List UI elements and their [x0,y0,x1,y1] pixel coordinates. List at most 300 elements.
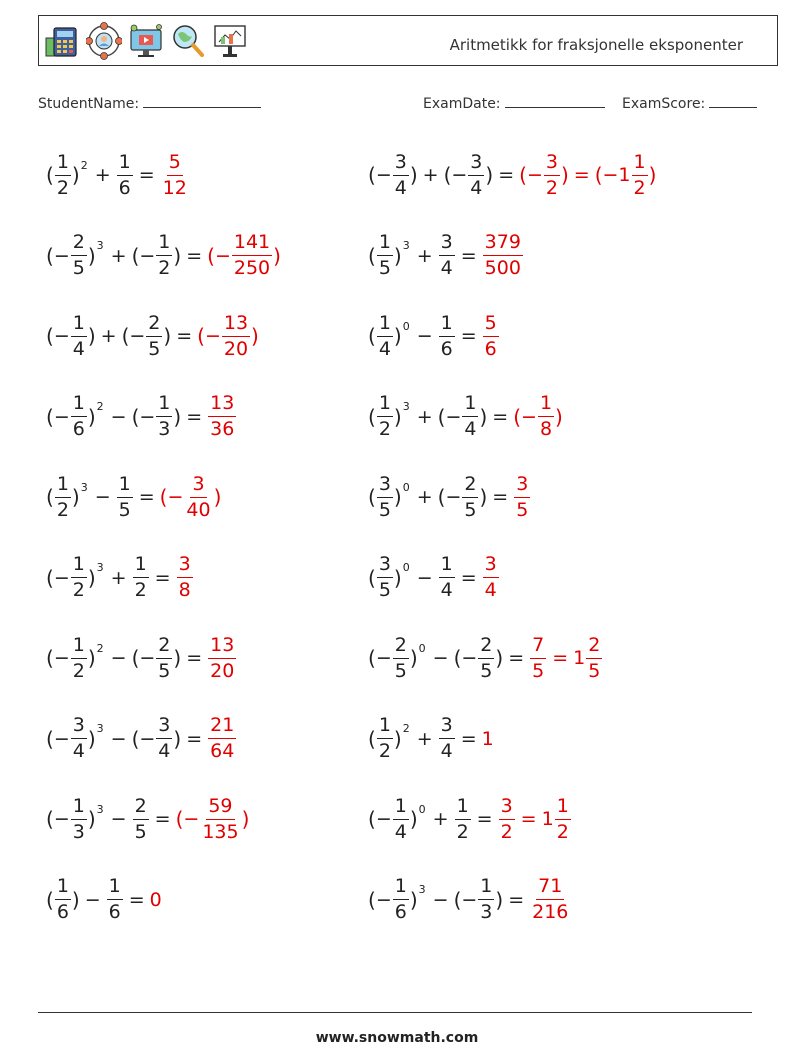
exam-score-field [622,93,757,112]
numerator: 1 [55,877,71,900]
operand-fraction [133,794,149,843]
denominator: 4 [394,176,407,199]
answer-fraction [483,311,499,360]
exponent: 3 [402,239,410,252]
minus-sign: − [445,486,462,508]
minus-sign: − [375,164,392,186]
operand-fraction [393,877,409,922]
close-paren: ) [71,485,80,509]
open-paren: ( [175,807,184,831]
answer [207,633,237,682]
numerator: 2 [478,636,494,659]
equals-sign: = [138,486,155,508]
operator: + [100,325,117,347]
exponent: 3 [418,883,426,896]
problem-item [46,145,190,205]
minus-sign: − [139,405,156,428]
numerator: 1 [71,394,87,417]
problem-item [46,226,281,286]
open-paren: ( [131,404,140,429]
close-paren: ) [163,324,172,348]
operator: + [416,405,433,428]
open-paren: ( [46,726,54,751]
denominator: 6 [108,901,121,923]
minus-sign: − [139,647,156,669]
close-paren: ) [393,726,402,751]
open-paren: ( [46,565,54,590]
denominator: 5 [480,659,493,682]
exponent: 0 [402,480,410,494]
numerator: 1 [71,314,87,337]
denominator: 2 [545,176,558,199]
answer-fraction [499,794,515,843]
numerator: 2 [156,636,172,659]
denominator: 500 [484,257,521,279]
problem-item [46,548,194,608]
problem-item [368,789,572,849]
exponent: 3 [96,722,104,735]
operand-fraction [478,633,494,682]
answer [482,233,524,278]
close-paren: ) [555,404,563,429]
open-paren: ( [46,646,54,670]
operand-fraction [462,394,478,439]
denominator: 6 [394,901,407,923]
operand-fraction [71,633,87,682]
denominator: 4 [440,257,453,279]
numerator: 1 [55,153,71,176]
numerator: 13 [208,394,236,417]
numerator: 2 [462,475,478,498]
denominator: 4 [72,337,85,360]
denominator: 2 [456,820,469,843]
open-paren: ( [46,887,54,912]
calculator-money-icon [44,22,80,60]
problem-item [368,226,524,286]
operand-fraction [55,150,71,199]
denominator: 135 [202,820,239,843]
operand-fraction [377,555,393,600]
operand-fraction [71,716,87,761]
close-paren: ) [393,565,402,590]
numerator: 1 [377,314,393,337]
close-paren: ) [393,485,402,509]
operand-fraction [468,150,484,199]
answer [519,150,657,199]
operator: − [432,647,449,669]
minus-sign: − [461,888,478,911]
answer-whole: 1 [541,808,554,830]
denominator: 2 [56,498,69,521]
numerator: 379 [483,233,523,256]
denominator: 250 [233,257,271,279]
numerator: 3 [71,716,87,739]
close-paren: ) [479,404,488,429]
denominator: 2 [56,176,69,199]
answer [482,555,500,600]
close-paren: ) [409,163,418,187]
answer [498,794,572,843]
student-name-field [38,93,261,112]
minus-sign: − [602,164,619,186]
close-paren: ) [495,646,504,670]
numerator: 3 [468,153,484,176]
header-icons [44,22,248,60]
operator: + [416,244,433,267]
open-paren: ( [453,646,462,670]
operand-fraction [439,233,455,278]
footer-divider [38,1012,752,1013]
close-paren: ) [393,404,402,429]
numerator: 1 [71,636,87,659]
equals-sign: = [508,888,525,911]
exponent: 2 [80,158,88,172]
open-paren: ( [121,324,130,348]
denominator: 4 [158,740,171,762]
operand-fraction [117,150,133,199]
close-paren: ) [409,646,418,670]
numerator: 5 [167,153,183,176]
close-paren: ) [87,646,96,670]
denominator: 6 [484,337,497,360]
minus-sign: − [139,244,156,267]
numerator: 2 [586,636,602,659]
denominator: 5 [532,659,545,682]
close-paren: ) [173,243,182,268]
worksheet-title: Aritmetikk for fraksjonelle eksponenter [449,36,743,54]
student-name-line [143,93,261,108]
numerator: 3 [439,233,455,256]
answer [176,555,194,600]
operand-fraction [71,794,87,843]
operator: − [416,325,433,347]
answer-fraction [632,150,648,199]
denominator: 2 [633,176,646,199]
operator: − [432,888,449,911]
minus-sign: − [461,647,478,669]
denominator: 5 [378,498,391,521]
answer-fraction [208,394,236,439]
denominator: 5 [118,498,131,521]
problem-item [46,789,249,849]
numerator: 1 [393,877,409,900]
denominator: 5 [516,498,529,521]
open-paren: ( [513,404,522,429]
answer-whole: 1 [481,727,494,750]
answer-fraction [483,555,499,600]
numerator: 1 [439,314,455,337]
numerator: 3 [190,475,206,498]
open-paren: ( [594,163,603,187]
open-paren: ( [368,163,376,187]
minus-sign: − [375,647,392,669]
close-paren: ) [251,324,259,348]
operand-fraction [71,394,87,439]
operand-fraction [55,877,71,922]
numerator: 59 [206,797,234,820]
answer [207,233,281,278]
answer-fraction [200,794,240,843]
operator: + [432,808,449,830]
operand-fraction [156,716,172,761]
numerator: 2 [71,233,87,256]
answer-fraction [177,555,193,600]
denominator: 2 [72,659,85,682]
minus-sign: − [53,727,70,750]
operand-fraction [107,877,123,922]
denominator: 6 [440,337,453,360]
numerator: 1 [455,797,471,820]
operand-fraction [393,150,409,199]
operand-fraction [377,716,393,761]
operand-fraction [439,555,455,600]
numerator: 2 [146,314,162,337]
numerator: 1 [107,877,123,900]
denominator: 2 [158,257,171,279]
equals-sign: = [492,486,509,508]
operand-fraction [455,794,471,843]
denominator: 2 [134,579,147,601]
close-paren: ) [485,163,494,187]
answer [482,311,500,360]
operand-fraction [156,233,172,278]
denominator: 4 [470,176,483,199]
close-paren: ) [173,726,182,751]
equals-sign: = [573,164,590,186]
problem-item [46,467,221,527]
denominator: 20 [223,337,249,360]
answer [513,394,563,439]
open-paren: ( [368,243,376,268]
operand-fraction [156,633,172,682]
operator: + [416,727,433,750]
denominator: 8 [178,579,191,601]
open-paren: ( [443,163,452,187]
exam-date-label: ExamDate: [423,96,501,112]
problem-item [368,467,531,527]
equals-sign: = [552,647,569,669]
operand-fraction [377,394,393,439]
close-paren: ) [393,324,402,348]
denominator: 4 [72,740,85,762]
answer [513,472,531,521]
numerator: 1 [156,394,172,417]
numerator: 1 [133,555,149,578]
equals-sign: = [138,164,155,186]
answer-fraction [538,394,554,439]
operator: + [422,164,439,186]
minus-sign: − [53,647,70,669]
operand-fraction [377,472,393,521]
answer [207,716,237,761]
operand-fraction [133,555,149,600]
minus-sign: − [167,486,184,508]
numerator: 141 [232,233,272,256]
numerator: 1 [377,233,393,256]
footer-url: www.snowmath.com [315,1030,479,1046]
close-paren: ) [87,565,96,590]
minus-sign: − [451,164,468,186]
problem-item [368,145,656,205]
equals-sign: = [460,727,477,750]
denominator: 12 [162,176,187,199]
open-paren: ( [519,163,527,187]
open-paren: ( [368,807,376,831]
equals-sign: = [154,808,171,830]
open-paren: ( [46,404,54,429]
numerator: 1 [71,555,87,578]
numerator: 1 [55,475,71,498]
operand-fraction [439,716,455,761]
equals-sign: = [460,325,477,347]
numerator: 1 [117,153,133,176]
close-paren: ) [409,887,418,912]
problem-item [46,387,237,447]
equals-sign: = [476,808,493,830]
close-paren: ) [87,807,96,831]
answer-fraction [544,150,560,199]
close-paren: ) [479,485,488,509]
exponent: 3 [80,480,88,494]
denominator: 5 [464,498,477,521]
denominator: 8 [539,418,553,440]
problem-item [368,548,500,608]
open-paren: ( [437,485,446,509]
numerator: 3 [177,555,193,578]
operator: − [110,647,127,669]
answer-fraction [161,150,189,199]
numerator: 3 [514,475,530,498]
numerator: 1 [71,797,87,820]
open-paren: ( [159,485,168,509]
denominator: 2 [72,579,85,601]
minus-sign: − [53,244,70,267]
close-paren: ) [560,163,569,187]
presentation-board-icon [212,22,248,60]
numerator: 13 [208,636,236,659]
numerator: 3 [439,716,455,739]
denominator: 5 [134,820,147,843]
denominator: 5 [588,659,601,682]
numerator: 1 [478,877,494,900]
answer-fraction [208,716,236,761]
magnifier-globe-icon [170,22,206,60]
exponent: 2 [96,400,104,413]
answer-fraction [208,633,236,682]
problem-item [368,306,500,366]
minus-sign: − [139,727,156,750]
problem-item [368,387,563,447]
close-paren: ) [87,404,96,429]
problem-item [46,870,162,930]
denominator: 5 [72,257,85,279]
denominator: 2 [378,418,391,440]
minus-sign: − [445,405,462,428]
denominator: 4 [440,740,453,762]
numerator: 1 [117,475,133,498]
open-paren: ( [368,646,376,670]
operator: + [416,486,433,508]
equals-sign: = [508,647,525,669]
answer [197,311,259,360]
monitor-video-icon [128,22,164,60]
open-paren: ( [437,404,446,429]
open-paren: ( [368,485,376,509]
answer [150,889,162,911]
open-paren: ( [368,404,376,429]
numerator: 3 [377,555,393,578]
open-paren: ( [46,324,54,348]
numerator: 3 [393,153,409,176]
denominator: 4 [378,337,391,360]
operand-fraction [55,472,71,521]
student-name-label: StudentName: [38,96,140,112]
denominator: 4 [484,579,497,601]
open-paren: ( [131,726,140,751]
close-paren: ) [173,646,182,670]
equals-sign: = [460,566,477,589]
open-paren: ( [46,243,54,268]
numerator: 1 [393,797,409,820]
close-paren: ) [87,243,96,268]
exponent: 3 [402,400,410,413]
answer-fraction [530,633,546,682]
user-network-icon [86,22,122,60]
denominator: 64 [210,740,235,762]
open-paren: ( [453,887,462,912]
answer-whole: 1 [618,164,631,186]
operand-fraction [393,633,409,682]
denominator: 4 [440,579,453,601]
equals-sign: = [460,244,477,267]
numerator: 1 [377,394,393,417]
numerator: 3 [499,797,515,820]
operand-fraction [71,555,87,600]
open-paren: ( [46,163,54,187]
close-paren: ) [241,807,250,831]
exponent: 0 [418,802,426,816]
minus-sign: − [204,325,221,347]
open-paren: ( [368,324,376,348]
answer [207,394,237,439]
close-paren: ) [648,163,657,187]
exponent: 0 [402,319,410,333]
minus-sign: − [214,244,231,267]
numerator: 13 [222,314,250,337]
answer-fraction [586,633,602,682]
open-paren: ( [46,485,54,509]
close-paren: ) [87,324,96,348]
exponent: 3 [96,239,104,252]
exponent: 0 [402,561,410,574]
operator: + [94,164,111,186]
close-paren: ) [213,485,222,509]
answer-fraction [222,311,250,360]
numerator: 7 [530,636,546,659]
answer-fraction [483,233,523,278]
operator: − [110,727,127,750]
numerator: 1 [632,153,648,176]
operand-fraction [478,877,494,922]
operand-fraction [71,311,87,360]
exponent: 3 [96,561,104,574]
answer-whole: 1 [573,647,586,669]
operator: − [110,405,127,428]
minus-sign: − [53,566,70,589]
minus-sign: − [53,405,70,428]
open-paren: ( [131,243,140,268]
numerator: 2 [393,636,409,659]
